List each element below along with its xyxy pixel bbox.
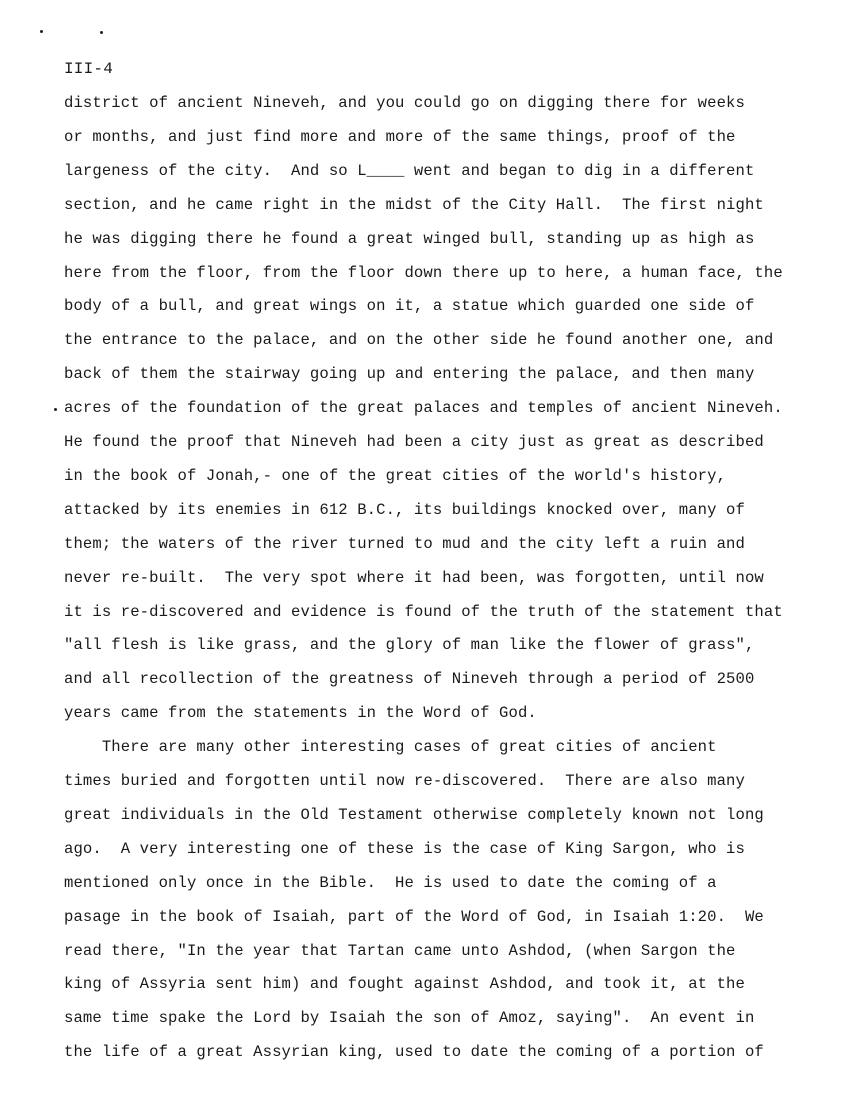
text-line: years came from the statements in the Word of God. xyxy=(64,704,537,723)
text-line: He found the proof that Nineveh had been a city just as great as described xyxy=(64,433,764,451)
text-line: it is re-discovered and evidence is found of the truth of the statement that xyxy=(64,602,783,621)
text-line: great individuals in the Old Testament otherwise completely known not long xyxy=(64,805,764,824)
text-line: body of a bull, and great wings on it, a statue which guarded one side of xyxy=(64,297,755,316)
text-line: attacked by its enemies in 612 B.C., its buildings knocked over, many of xyxy=(64,500,745,519)
text-line: or months, and just find more and more of the same things, proof of the xyxy=(64,127,736,146)
page-number: III-4 xyxy=(64,60,114,78)
text-line: in the book of Jonah,- one of the great cities of the world's history, xyxy=(64,466,727,485)
text-line: district of ancient Nineveh, and you could go on digging there for weeks xyxy=(64,94,745,112)
text-line: acres of the foundation of the great palaces and temples of ancient Nineveh. xyxy=(64,399,783,418)
text-line: mentioned only once in the Bible. He is used to date the coming of a xyxy=(64,873,717,892)
text-line: times buried and forgotten until now re-discovered. There are also many xyxy=(64,772,745,790)
text-line: section, and he came right in the midst of the City Hall. The first night xyxy=(64,195,764,214)
text-line: There are many other interesting cases of great cities of ancient xyxy=(64,738,717,757)
text-line: king of Assyria sent him) and fought against Ashdod, and took it, at the xyxy=(64,975,745,994)
text-line: he was digging there he found a great winged bull, standing up as high as xyxy=(64,229,755,248)
text-line: the life of a great Assyrian king, used to date the coming of a portion of xyxy=(64,1043,764,1062)
text-line: back of them the stairway going up and entering the palace, and then many xyxy=(64,365,755,384)
text-line: and all recollection of the greatness of Nineveh through a period of 2500 xyxy=(64,670,755,689)
stray-mark xyxy=(40,30,43,33)
text-line: "all flesh is like grass, and the glory of man like the flower of grass", xyxy=(64,636,755,655)
text-line: them; the waters of the river turned to mud and the city left a ruin and xyxy=(64,534,745,553)
text-line: never re-built. The very spot where it had been, was forgotten, until now xyxy=(64,568,764,587)
text-line: largeness of the city. And so L____ went and began to dig in a different xyxy=(64,161,755,180)
text-line: the entrance to the palace, and on the other side he found another one, and xyxy=(64,331,774,350)
text-line: same time spake the Lord by Isaiah the son of Amoz, saying". An event in xyxy=(64,1009,755,1028)
text-line: ago. A very interesting one of these is the case of King Sargon, who is xyxy=(64,839,745,858)
text-line: read there, "In the year that Tartan came unto Ashdod, (when Sargon the xyxy=(64,941,736,960)
text-line: here from the floor, from the floor down there up to here, a human face, the xyxy=(64,263,783,282)
stray-mark xyxy=(100,31,103,34)
margin-mark xyxy=(54,408,57,411)
text-line: pasage in the book of Isaiah, part of the Word of God, in Isaiah 1:20. We xyxy=(64,907,764,926)
